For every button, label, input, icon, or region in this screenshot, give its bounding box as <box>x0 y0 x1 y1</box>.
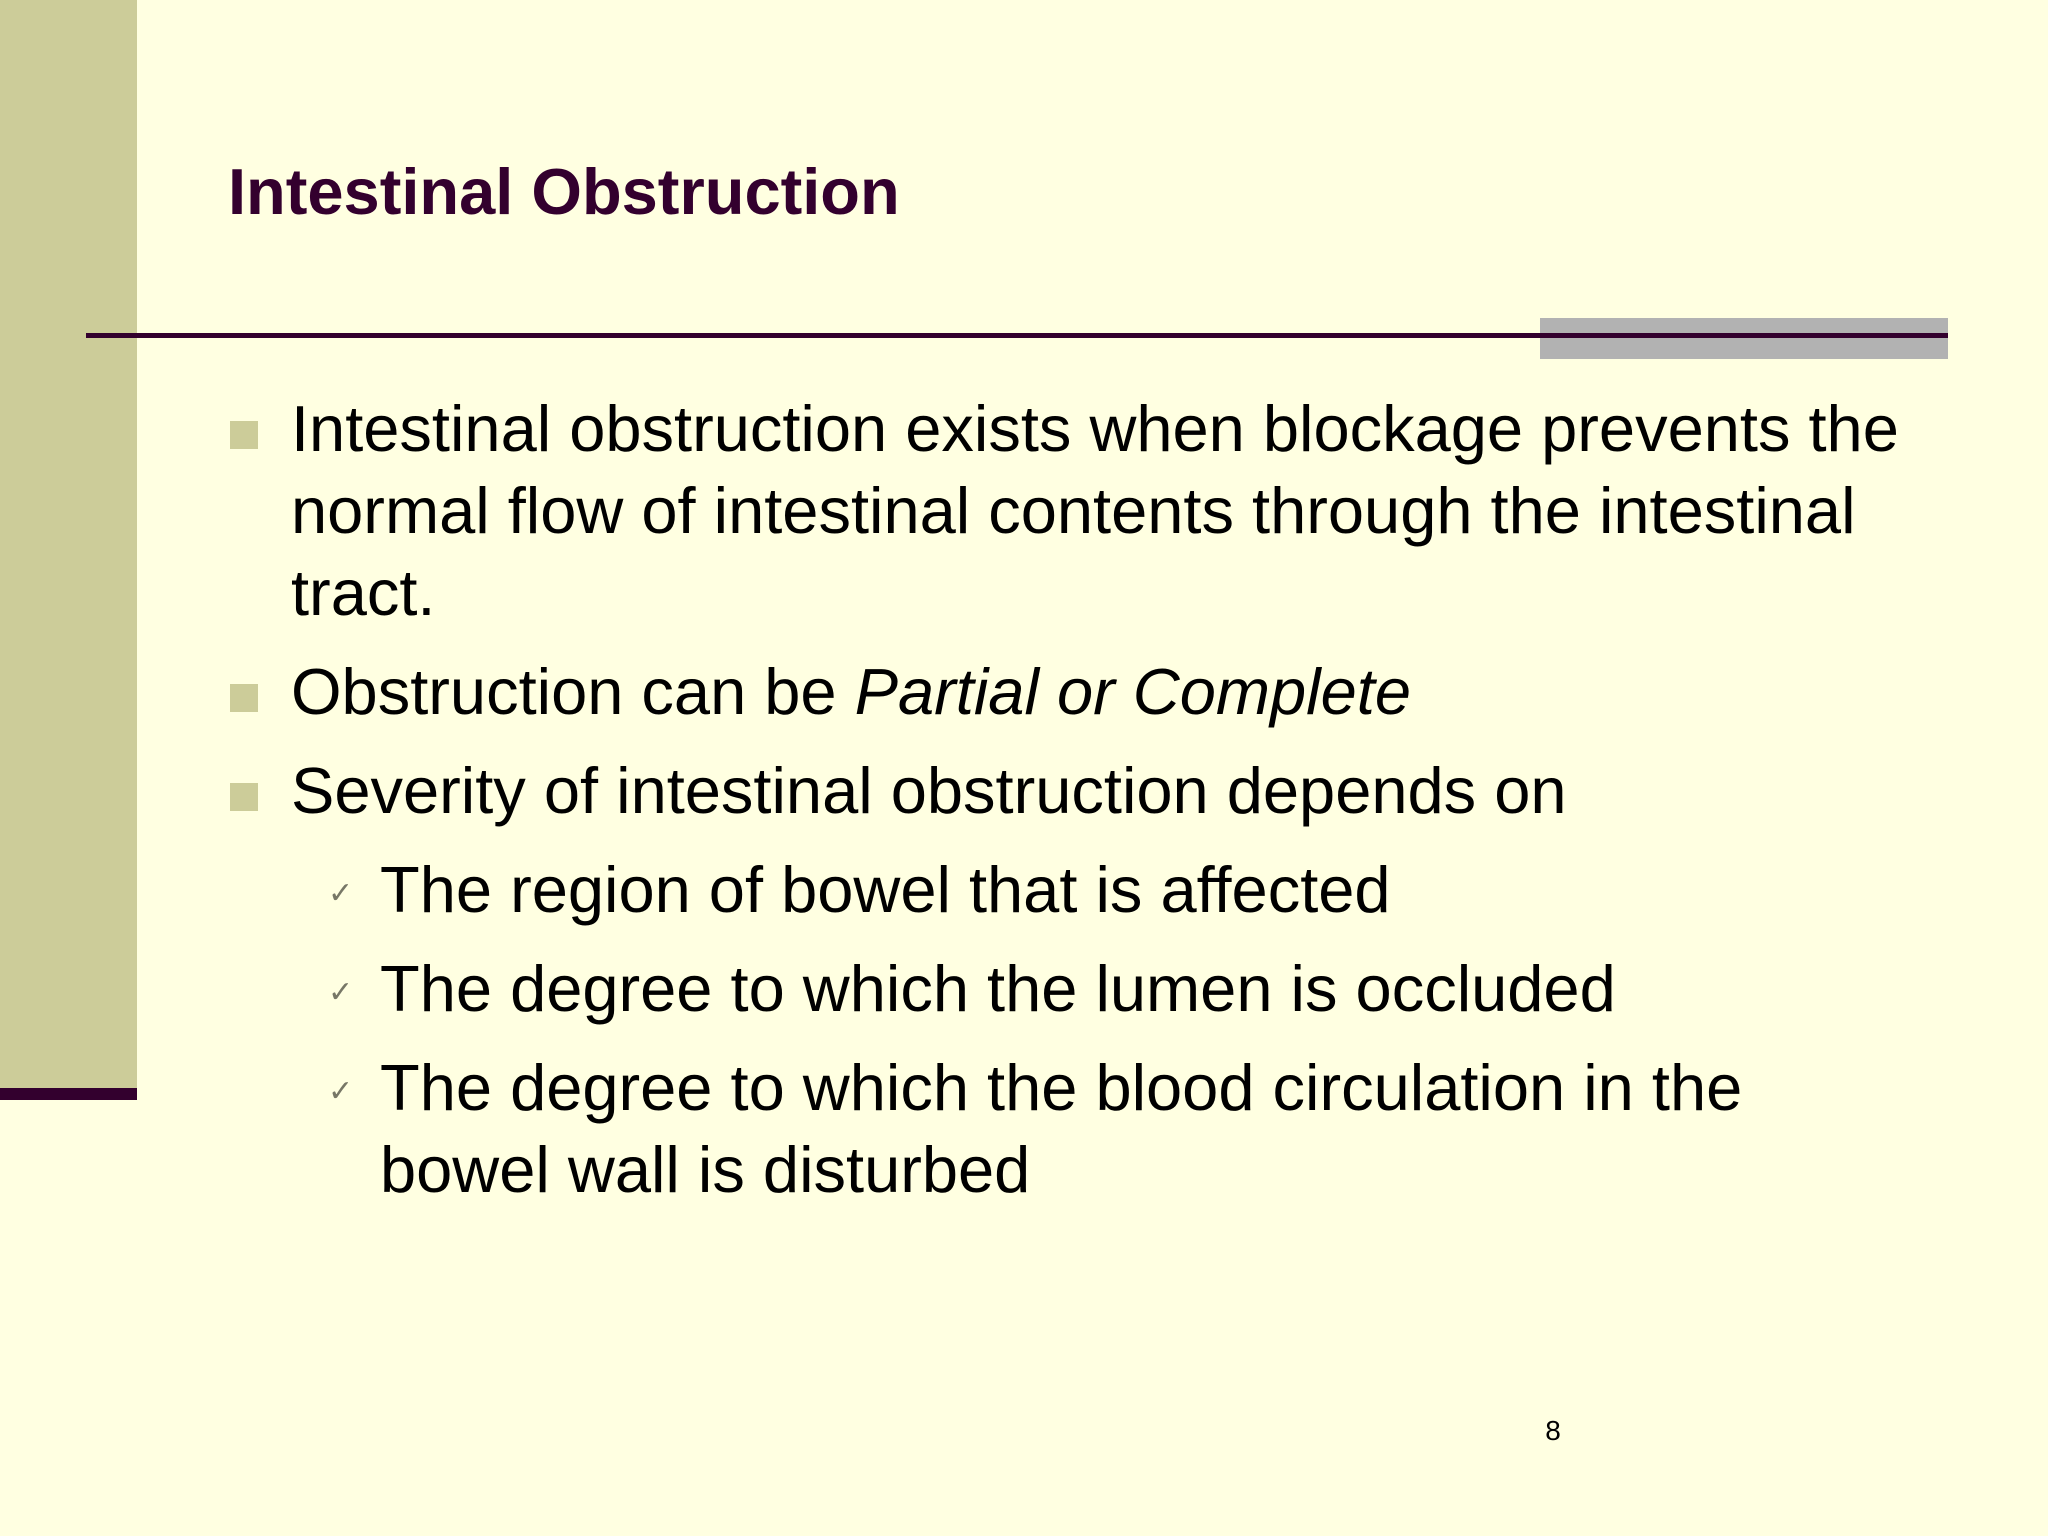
square-bullet-icon <box>230 421 258 449</box>
square-bullet-icon <box>230 783 258 811</box>
title-rule <box>86 333 1948 338</box>
sub-bullet-item <box>228 1047 1908 1211</box>
sub-bullet-text: The degree to which the lumen is occluded <box>380 952 1616 1025</box>
slide-body <box>228 388 1908 1228</box>
bullet-text-emphasis: Partial or Complete <box>854 655 1411 728</box>
checkmark-icon: ✓ <box>328 876 354 911</box>
bullet-item <box>228 388 1908 634</box>
sub-bullet-text: The degree to which the blood circulation in the bowel wall is disturbed <box>380 1051 1743 1206</box>
checkmark-icon: ✓ <box>328 1074 354 1109</box>
bullet-text: Severity of intestinal obstruction depends on <box>291 754 1567 827</box>
sub-bullet-text: The region of bowel that is affected <box>380 853 1391 926</box>
checkmark-icon: ✓ <box>328 975 354 1010</box>
sub-bullet-item <box>228 849 1908 931</box>
bullet-item <box>228 651 1908 733</box>
bullet-text: Intestinal obstruction exists when blockage prevents the normal flow of intestinal contents through the intestinal tract. <box>291 392 1899 629</box>
square-bullet-icon <box>230 684 258 712</box>
bullet-item <box>228 750 1908 832</box>
page-number: 8 <box>1545 1415 1561 1446</box>
left-sidebar-band <box>0 0 137 1088</box>
sidebar-accent-line <box>0 1088 137 1100</box>
bullet-text: Obstruction can be <box>291 655 855 728</box>
sub-bullet-item <box>228 948 1908 1030</box>
title-rule-shadow <box>1540 318 1948 359</box>
slide-title: Intestinal Obstruction <box>228 155 900 228</box>
